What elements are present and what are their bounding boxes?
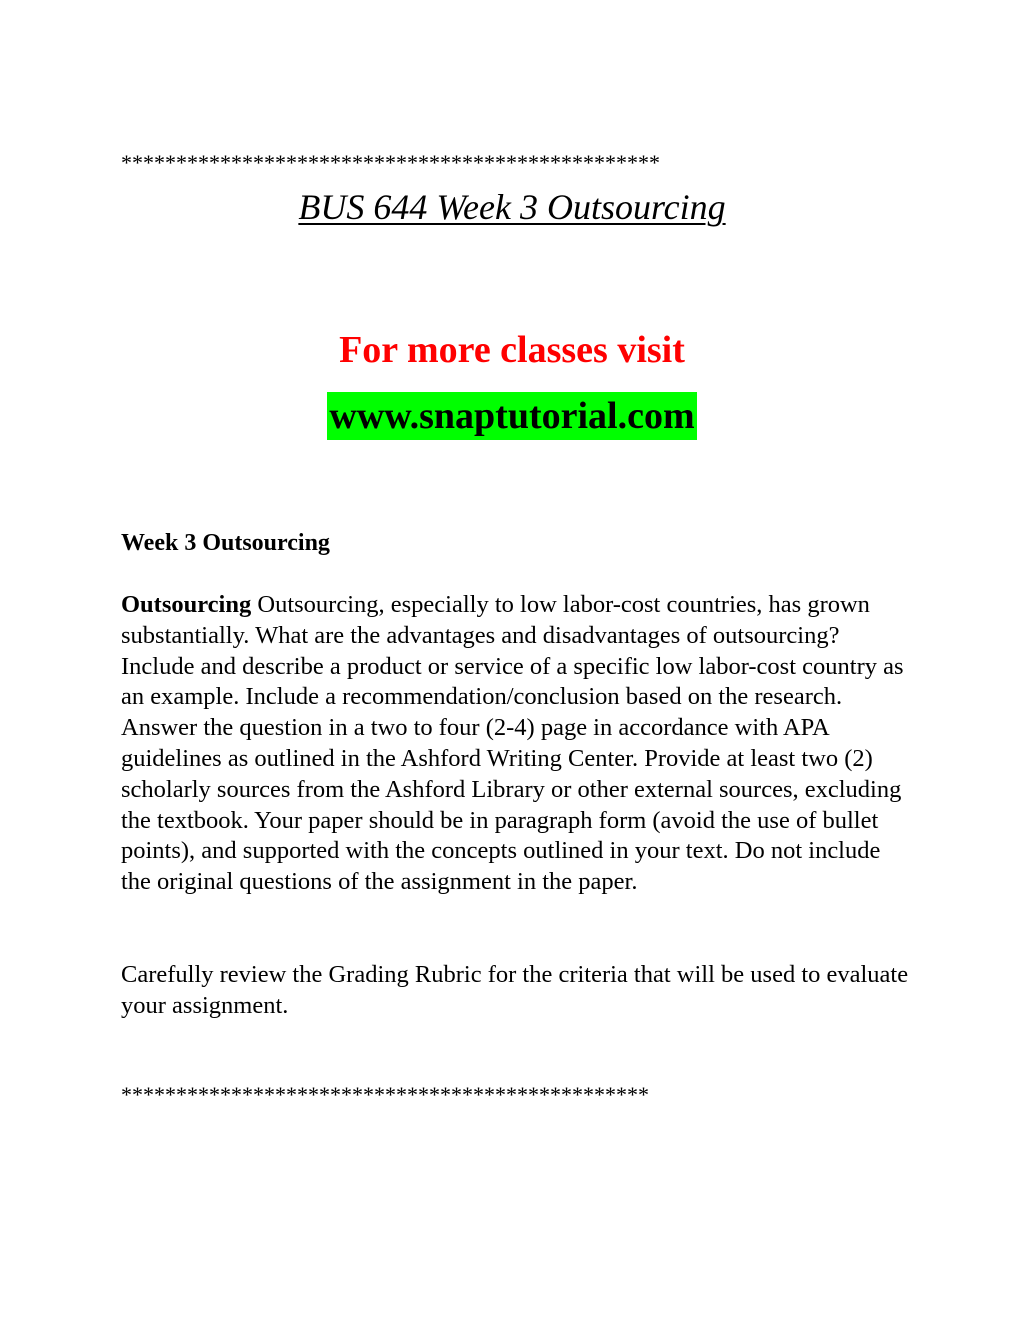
paragraph-lead: Outsourcing	[121, 591, 252, 618]
section-heading: Week 3 Outsourcing	[121, 530, 330, 556]
promo-link-container	[0, 392, 1024, 440]
assignment-paragraph	[121, 590, 911, 898]
paragraph-body: Outsourcing, especially to low labor-cost countries, has grown substantially. What are the advantages and disadvantages of outsourcing? Include and describe a product or service of a specific low labor-cost country as an example. Include a recommendation/conclusion based on the research. Answer the question in a two to four (2-4) page in accordance with APA guidelines as outlined in the Ashford Writing Center. Provide at least two (2) scholarly sources from the Ashford Library or other external sources, excluding the textbook. Your paper should be in paragraph form (avoid the use of bullet points), and supported with the concepts outlined in your text. Do not include the original questions of the assignment in the paper.	[121, 591, 904, 896]
rubric-paragraph: Carefully review the Grading Rubric for the criteria that will be used to evaluate your assignment.	[121, 961, 909, 1019]
promo-text: For more classes visit	[339, 329, 685, 371]
separator-top: *************************************************	[121, 150, 660, 175]
separator-bottom: ************************************************	[121, 1082, 649, 1107]
document-title: BUS 644 Week 3 Outsourcing	[298, 187, 726, 227]
promo-link[interactable]: www.snaptutorial.com	[327, 392, 696, 440]
